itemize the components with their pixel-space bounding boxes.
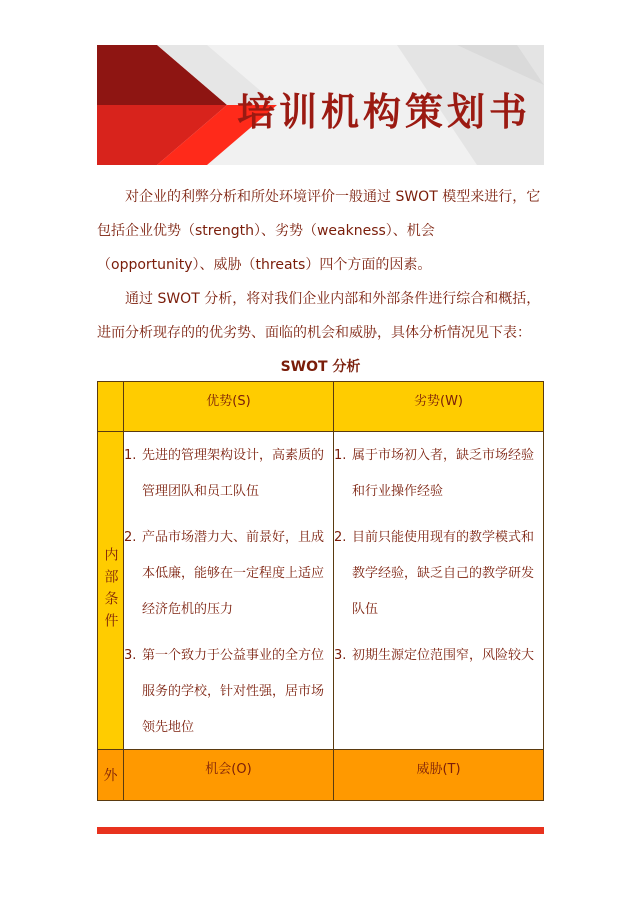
external-label: 外 bbox=[98, 750, 124, 800]
footer-divider bbox=[97, 827, 544, 834]
weaknesses-cell bbox=[333, 432, 543, 750]
opportunities-header: 机会(O) bbox=[124, 750, 333, 800]
table-caption: SWOT 分析 bbox=[280, 359, 361, 375]
corner-cell bbox=[98, 382, 124, 432]
swot-table bbox=[97, 381, 544, 801]
intro-paragraph: 对企业的利弊分析和所处环境评价一般通过 SWOT 模型来进行，它包括企业优势（strength）、劣势（weakness）、机会（opportunity）、威胁（threats）四个方面的因素。 bbox=[97, 189, 541, 273]
swot-external-row bbox=[98, 750, 543, 800]
threats-header: 威胁(T) bbox=[333, 750, 543, 800]
weaknesses-header: 劣势(W) bbox=[333, 382, 543, 432]
swot-header-row bbox=[98, 382, 543, 432]
title-banner bbox=[97, 45, 544, 165]
list-item: 3. 第一个致力于公益事业的全方位服务的学校，针对性强，居市场领先地位 bbox=[124, 648, 325, 735]
list-item: 3. 初期生源定位范围窄，风险较大 bbox=[334, 648, 535, 663]
internal-label: 内部条件 bbox=[98, 432, 124, 750]
page-title: 培训机构策划书 bbox=[237, 89, 532, 134]
swot-internal-row bbox=[98, 432, 543, 750]
list-item: 2. 目前只能使用现有的教学模式和教学经验，缺乏自己的教学研发队伍 bbox=[334, 530, 535, 617]
strengths-cell bbox=[124, 432, 333, 750]
analysis-paragraph: 通过 SWOT 分析，将对我们企业内部和外部条件进行综合和概括，进而分析现存的的优劣势、面临的机会和威胁，具体分析情况见下表： bbox=[97, 291, 541, 341]
strengths-header: 优势(S) bbox=[124, 382, 333, 432]
list-item: 2. 产品市场潜力大、前景好，且成本低廉，能够在一定程度上适应经济危机的压力 bbox=[124, 530, 325, 617]
list-item: 1. 属于市场初入者，缺乏市场经验和行业操作经验 bbox=[334, 448, 535, 499]
list-item: 1. 先进的管理架构设计，高素质的管理团队和员工队伍 bbox=[124, 448, 325, 499]
